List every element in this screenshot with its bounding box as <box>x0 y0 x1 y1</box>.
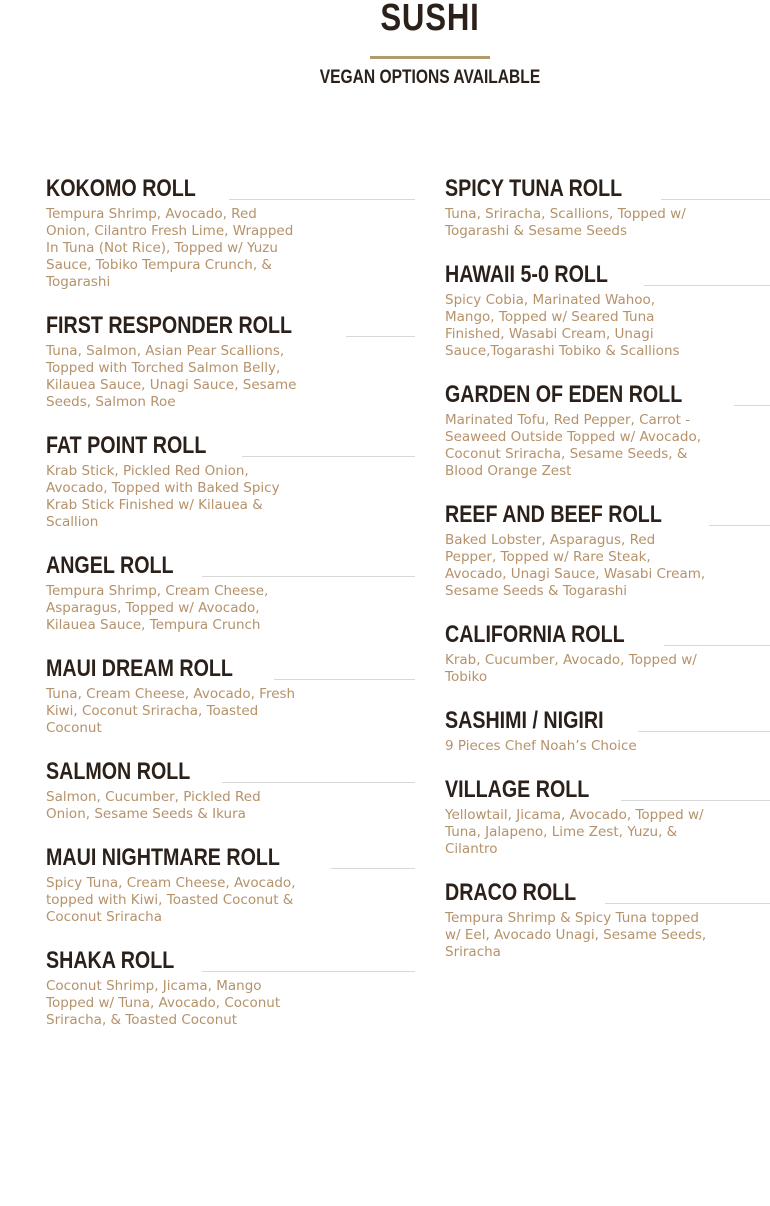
item-divider <box>202 971 415 972</box>
title-divider <box>370 56 490 59</box>
menu-item <box>445 500 770 600</box>
menu-item-name: SASHIMI / NIGIRI <box>445 707 604 734</box>
menu-item <box>445 620 770 686</box>
item-divider <box>346 336 415 337</box>
menu-item-description: Tempura Shrimp, Avocado, Red Onion, Cilantro Fresh Lime, Wrapped In Tuna (Not Rice), Topped w/ Yuzu Sauce, Tobiko Tempura Crunch, & Togarashi <box>46 206 294 290</box>
menu-item <box>445 706 770 755</box>
menu-item-description: Coconut Shrimp, Jicama, Mango Topped w/ Tuna, Avocado, Coconut Sriracha, & Toasted Coconut <box>46 978 281 1028</box>
menu-item-name: CALIFORNIA ROLL <box>445 621 625 648</box>
menu-item-name: HAWAII 5-0 ROLL <box>445 261 608 288</box>
menu-item-description: Tempura Shrimp & Spicy Tuna topped w/ Eel, Avocado Unagi, Sesame Seeds, Sriracha <box>445 910 707 960</box>
menu-item-description: Baked Lobster, Asparagus, Red Pepper, Topped w/ Rare Steak, Avocado, Unagi Sauce, Wasabi Cream, Sesame Seeds & Togarashi <box>445 532 706 599</box>
menu-item-description: Spicy Tuna, Cream Cheese, Avocado, topped with Kiwi, Toasted Coconut & Coconut Sriracha <box>46 875 296 925</box>
menu-item-description: Krab Stick, Pickled Red Onion, Avocado, Topped with Baked Spicy Krab Stick Finished w/ Kilauea & Scallion <box>46 463 280 530</box>
menu-item-name: SHAKA ROLL <box>46 947 175 974</box>
item-divider <box>664 645 770 646</box>
menu-item-name: KOKOMO ROLL <box>46 175 196 202</box>
menu-item-name: FIRST RESPONDER ROLL <box>46 312 293 339</box>
menu-item <box>445 878 770 961</box>
menu-item-description: Tuna, Sriracha, Scallions, Topped w/ Togarashi & Sesame Seeds <box>445 206 686 239</box>
menu-item-name: FAT POINT ROLL <box>46 432 207 459</box>
menu-item-description: Marinated Tofu, Red Pepper, Carrot - Seaweed Outside Topped w/ Avocado, Coconut Sriracha, Sesame Seeds, & Blood Orange Zest <box>445 412 701 479</box>
page-title: SUSHI <box>380 0 480 39</box>
menu-item <box>46 551 415 634</box>
menu-item <box>46 311 415 411</box>
item-divider <box>222 782 415 783</box>
item-divider <box>274 679 415 680</box>
menu-item <box>46 843 415 926</box>
menu-item-name: REEF AND BEEF ROLL <box>445 501 662 528</box>
menu-item <box>46 174 415 291</box>
menu-item <box>445 174 770 240</box>
menu-column-left <box>46 174 415 1049</box>
menu-item-description: Tempura Shrimp, Cream Cheese, Asparagus, Topped w/ Avocado, Kilauea Sauce, Tempura Crunch <box>46 583 269 633</box>
item-divider <box>638 731 770 732</box>
menu-item <box>445 775 770 858</box>
menu-item-name: GARDEN OF EDEN ROLL <box>445 381 683 408</box>
item-divider <box>229 199 415 200</box>
item-divider <box>734 405 770 406</box>
menu-item <box>445 380 770 480</box>
menu-item <box>46 654 415 737</box>
item-divider <box>644 285 770 286</box>
menu-item-description: Salmon, Cucumber, Pickled Red Onion, Sesame Seeds & Ikura <box>46 789 261 822</box>
menu-item <box>46 431 415 531</box>
menu-item-name: DRACO ROLL <box>445 879 577 906</box>
menu-item-description: Krab, Cucumber, Avocado, Topped w/ Tobiko <box>445 652 697 685</box>
menu-item-description: Spicy Cobia, Marinated Wahoo, Mango, Topped w/ Seared Tuna Finished, Wasabi Cream, Unagi Sauce,Togarashi Tobiko & Scallions <box>445 292 680 359</box>
menu-item-name: ANGEL ROLL <box>46 552 174 579</box>
item-divider <box>242 456 415 457</box>
menu-item-description: Tuna, Salmon, Asian Pear Scallions, Topped with Torched Salmon Belly, Kilauea Sauce, Unagi Sauce, Sesame Seeds, Salmon Roe <box>46 343 297 410</box>
item-divider <box>605 903 770 904</box>
item-divider <box>331 868 415 869</box>
item-divider <box>202 576 415 577</box>
menu-item-name: VILLAGE ROLL <box>445 776 590 803</box>
menu-item-name: SALMON ROLL <box>46 758 191 785</box>
item-divider <box>621 800 770 801</box>
item-divider <box>661 199 770 200</box>
menu-item <box>46 946 415 1029</box>
menu-item-description: 9 Pieces Chef Noah’s Choice <box>445 738 637 754</box>
menu-item-name: SPICY TUNA ROLL <box>445 175 623 202</box>
vegan-options-note: VEGAN OPTIONS AVAILABLE <box>319 67 541 88</box>
menu-column-right <box>445 174 770 981</box>
menu-item-name: MAUI DREAM ROLL <box>46 655 233 682</box>
menu-item <box>46 757 415 823</box>
menu-item-name: MAUI NIGHTMARE ROLL <box>46 844 280 871</box>
item-divider <box>709 525 770 526</box>
menu-item-description: Yellowtail, Jicama, Avocado, Topped w/ Tuna, Jalapeno, Lime Zest, Yuzu, & Cilantro <box>445 807 704 857</box>
menu-item <box>445 260 770 360</box>
menu-item-description: Tuna, Cream Cheese, Avocado, Fresh Kiwi, Coconut Sriracha, Toasted Coconut <box>46 686 296 736</box>
